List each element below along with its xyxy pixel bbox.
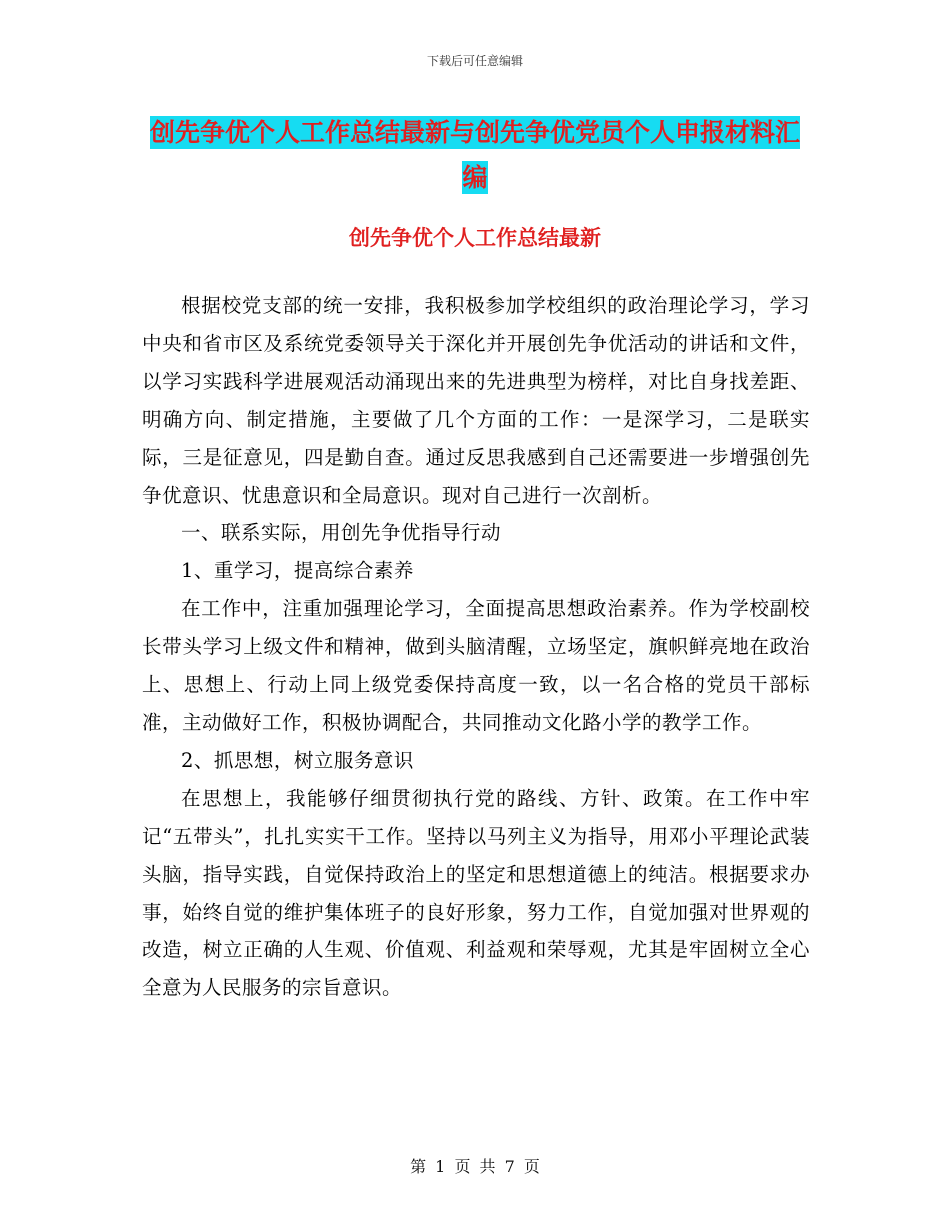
paragraph: 1、重学习，提高综合素养 [181,559,414,583]
paragraph: 2、抓思想，树立服务意识 [181,748,414,772]
document-title [140,110,810,200]
section-title: 创先争优个人工作总结最新 [349,226,601,250]
document-title-text: 创先争优个人工作总结最新与创先争优党员个人申报材料汇编 [149,118,800,192]
paragraph: 根据校党支部的统一安排，我积极参加学校组织的政治理论学习，学习中央和省市区及系统党委领导关于深化并开展创先争优活动的讲话和文件，以学习实践科学进展观活动涌现出来的先进典型为榜样，对比自身找差距、明确方向、制定措施，主要做了几个方面的工作：一是深学习，二是联实际，三是征意见，四是勤自查。通过反思我感到自己还需要进一步增强创先争优意识、忧患意识和全局意识。现对自己进行一次剖析。 [142,294,810,507]
header-note: 下载后可任意编辑 [426,54,523,68]
paragraph: 在思想上，我能够仔细贯彻执行党的路线、方针、政策。在工作中牢记“五带头”，扎扎实实干工作。坚持以马列主义为指导，用邓小平理论武装头脑，指导实践，自觉保持政治上的坚定和思想道德上的纯洁。根据要求办事，始终自觉的维护集体班子的良好形象，努力工作，自觉加强对世界观的改造，树立正确的人生观、价值观、利益观和荣辱观，尤其是牢固树立全心全意为人民服务的宗旨意识。 [142,786,810,1000]
paragraph: 一、联系实际，用创先争优指导行动 [181,521,502,545]
paragraph: 在工作中，注重加强理论学习，全面提高思想政治素养。作为学校副校长带头学习上级文件和精神，做到头脑清醒，立场坚定，旗帜鲜亮地在政治上、思想上、行动上同上级党委保持高度一致，以一名合格的党员干部标准，主动做好工作，积极协调配合，共同推动文化路小学的教学工作。 [142,597,810,734]
body-text [142,287,810,1007]
page-number-footer: 第 1 页 共 7 页 [410,1157,540,1176]
